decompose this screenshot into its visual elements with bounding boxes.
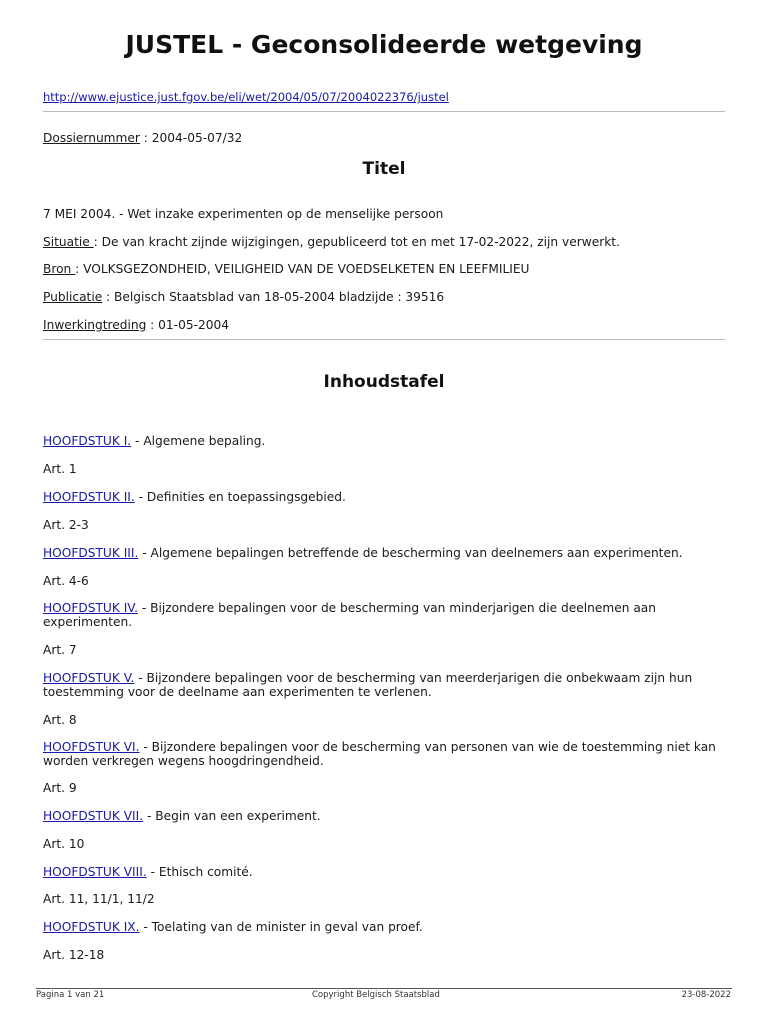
chapter-link[interactable]: HOOFDSTUK II. (43, 490, 135, 504)
bron-line (43, 262, 529, 276)
dossier-line (43, 131, 242, 145)
toc-article: Art. 2-3 (43, 518, 89, 532)
divider-middle (43, 339, 725, 340)
chapter-link[interactable]: HOOFDSTUK VII. (43, 809, 144, 823)
toc-chapter-2 (43, 490, 723, 504)
toc-chapter-9 (43, 920, 723, 934)
toc-chapter-1 (43, 434, 723, 448)
inwerkingtreding-value: : 01-05-2004 (146, 318, 229, 332)
footer-date: 23-08-2022 (681, 990, 731, 1000)
bron-value: : VOLKSGEZONDHEID, VEILIGHEID VAN DE VOEDSELKETEN EN LEEFMILIEU (75, 262, 530, 276)
publicatie-line (43, 290, 444, 304)
chapter-text: - Algemene bepaling. (131, 434, 266, 448)
toc-article: Art. 4-6 (43, 574, 89, 588)
toc-article: Art. 1 (43, 462, 77, 476)
chapter-link[interactable]: HOOFDSTUK I. (43, 434, 132, 448)
toc-article: Art. 12-18 (43, 948, 105, 962)
inwerkingtreding-label: Inwerkingtreding (43, 318, 147, 332)
chapter-text: - Bijzondere bepalingen voor de bescherming van personen van wie de toestemming niet kan worden verkregen wegens hoogdringendheid. (43, 740, 716, 768)
toc-chapter-8 (43, 865, 723, 879)
titel-heading: Titel (362, 159, 406, 179)
chapter-link[interactable]: HOOFDSTUK III. (43, 546, 139, 560)
footer-copyright: Copyright Belgisch Staatsblad (312, 990, 440, 1000)
publicatie-value: : Belgisch Staatsblad van 18-05-2004 bladzijde : 39516 (102, 290, 445, 304)
toc-chapter-5 (43, 671, 723, 699)
footer-divider (36, 988, 732, 989)
divider-top (43, 111, 725, 112)
toc-article: Art. 7 (43, 643, 77, 657)
toc-article: Art. 8 (43, 713, 77, 727)
publicatie-label: Publicatie (43, 290, 103, 304)
bron-label: Bron (43, 262, 76, 276)
chapter-link[interactable]: HOOFDSTUK V. (43, 671, 135, 685)
dossier-value: : 2004-05-07/32 (139, 131, 243, 145)
chapter-text: - Ethisch comité. (146, 865, 253, 879)
chapter-link[interactable]: HOOFDSTUK IV. (43, 601, 138, 615)
chapter-text: - Toelating van de minister in geval van proef. (139, 920, 423, 934)
situatie-line (43, 235, 620, 249)
footer-page-number: Pagina 1 van 21 (36, 990, 105, 1000)
toc-article: Art. 11, 11/1, 11/2 (43, 892, 155, 906)
situatie-label: Situatie (43, 235, 94, 249)
toc-article: Art. 9 (43, 781, 77, 795)
inwerkingtreding-line (43, 318, 229, 332)
eli-url-link[interactable]: http://www.ejustice.just.fgov.be/eli/wet/2004/05/07/2004022376/justel (43, 90, 449, 104)
toc-chapter-7 (43, 809, 723, 823)
page-title: JUSTEL - Geconsolideerde wetgeving (125, 30, 643, 59)
situatie-value: : De van kracht zijnde wijzigingen, gepubliceerd tot en met 17-02-2022, zijn verwerkt. (93, 235, 620, 249)
chapter-text: - Bijzondere bepalingen voor de bescherming van minderjarigen die deelnemen aan experimenten. (43, 601, 656, 629)
law-title: 7 MEI 2004. - Wet inzake experimenten op de menselijke persoon (43, 207, 444, 221)
chapter-text: - Bijzondere bepalingen voor de bescherming van meerderjarigen die onbekwaam zijn hun toestemming voor de deelname aan experimenten te verlenen. (43, 671, 693, 699)
toc-chapter-6 (43, 740, 723, 768)
toc-heading: Inhoudstafel (323, 372, 445, 392)
chapter-text: - Definities en toepassingsgebied. (134, 490, 346, 504)
chapter-link[interactable]: HOOFDSTUK VI. (43, 740, 140, 754)
chapter-text: - Begin van een experiment. (143, 809, 321, 823)
chapter-text: - Algemene bepalingen betreffende de bescherming van deelnemers aan experimenten. (138, 546, 683, 560)
toc-chapter-3 (43, 546, 723, 560)
toc-chapter-4 (43, 601, 723, 629)
dossier-label: Dossiernummer (43, 131, 140, 145)
chapter-link[interactable]: HOOFDSTUK IX. (43, 920, 140, 934)
toc-article: Art. 10 (43, 837, 85, 851)
chapter-link[interactable]: HOOFDSTUK VIII. (43, 865, 147, 879)
